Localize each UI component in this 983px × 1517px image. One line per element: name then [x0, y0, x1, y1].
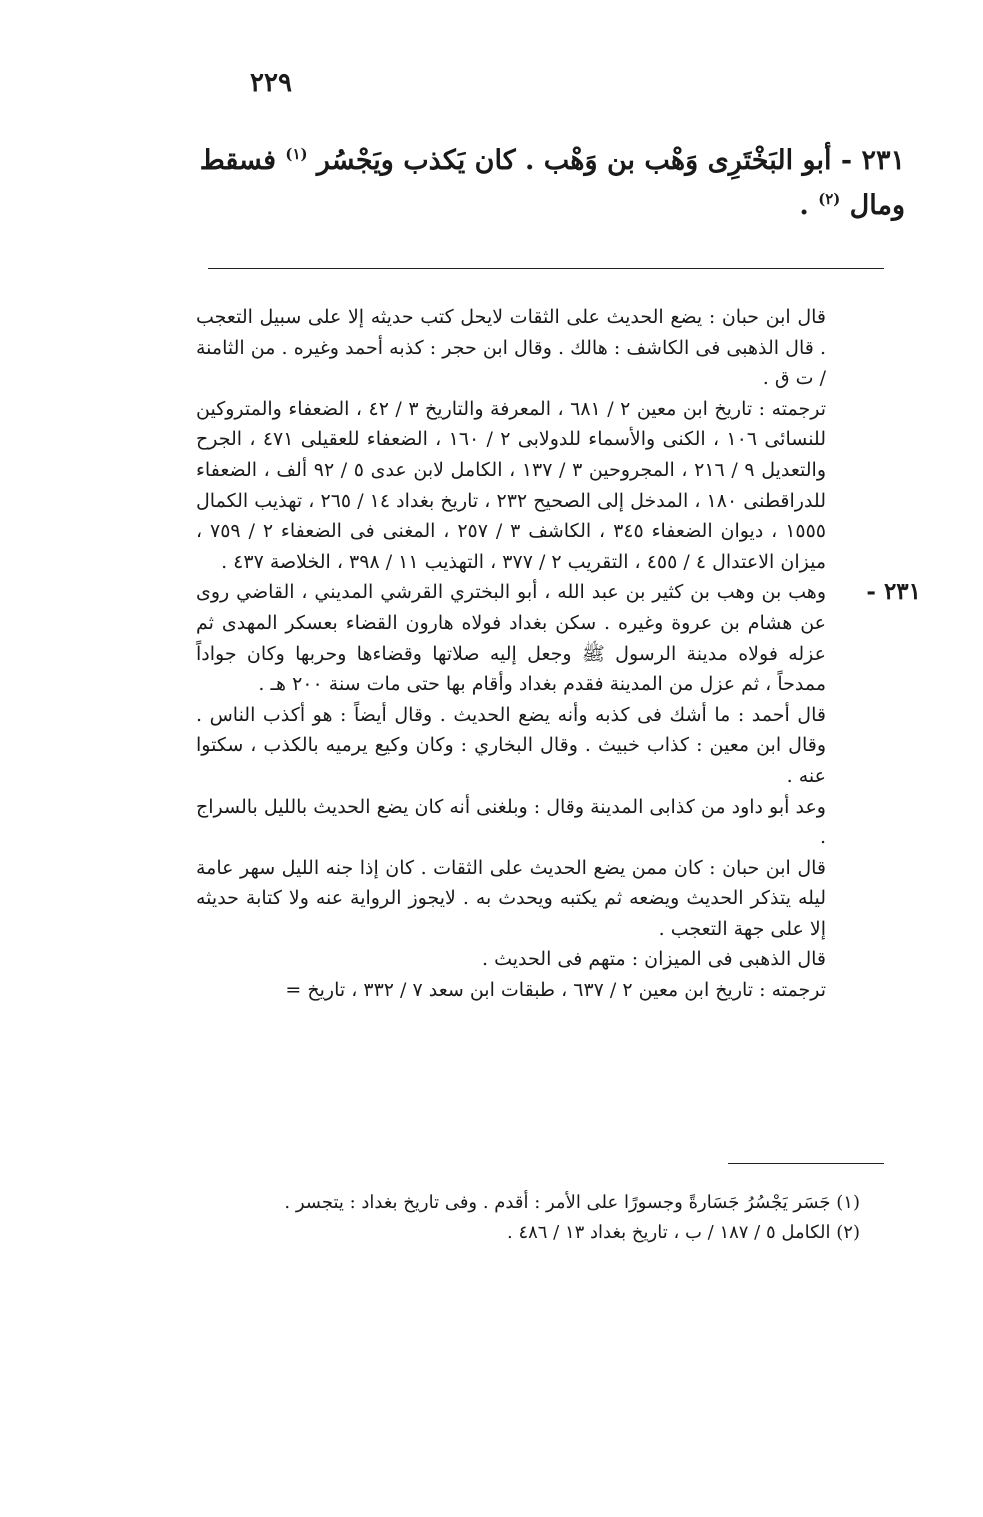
note-paragraph: ترجمته : تاريخ ابن معين ٢ / ٦٣٧ ، طبقات ابن سعد ٧ / ٣٣٢ ، تاريخ =: [285, 979, 826, 1002]
notes-section: [196, 302, 921, 1006]
footnote-2: (٢) الكامل ٥ / ١٨٧ / ب ، تاريخ بغداد ١٣ / ٤٨٦ .: [506, 1222, 860, 1243]
entry-text-end: .: [799, 190, 809, 221]
main-divider: [208, 268, 884, 269]
entry-text-part-2: فسقط ومال: [199, 145, 905, 221]
note-paragraph: قال أحمد : ما أشك فى كذبه وأنه يضع الحديث . وقال أيضاً : هو أكذب الناس . وقال ابن معين : كذاب خبيث . وقال البخاري : وكان وكيع يرميه بالكذب ، سكتوا عنه .: [196, 703, 826, 787]
footnote-divider: [728, 1163, 884, 1164]
note-paragraph: قال ابن حبان : يضع الحديث على الثقات لايحل كتب حديثه إلا على سبيل التعجب . قال الذهبى فى الكاشف : هالك . وقال ابن حجر : كذبه أحمد وغيره . من الثامنة / ت ق .: [196, 306, 826, 390]
entry-note-marker: ٢٣١ -: [866, 578, 921, 606]
footnote-ref-1[interactable]: (١): [285, 145, 308, 163]
note-paragraph: وعد أبو داود من كذابى المدينة وقال : وبلغنى أنه كان يضع الحديث بالليل بالسراج .: [196, 795, 826, 849]
note-paragraph: وهب بن وهب بن كثير بن عبد الله ، أبو البختري القرشي المديني ، القاضي روى عن هشام بن عروة وغيره . سكن بغداد فولاه هارون القضاء بعسكر المهدى ثم عزله فولاه مدينة الرسول ﷺ وجعل إليه صلاتها وقضاءها وحربها وكان جواداً ممدحاً ، ثم عزل من المدينة فقدم بغداد وأقام بها حتى مات سنة ٢٠٠ هـ .: [196, 581, 826, 696]
note-paragraph: قال ابن حبان : كان ممن يضع الحديث على الثقات . كان إذا جنه الليل سهر عامة ليله يتذكر الحديث ويضعه ثم يكتبه ويحدث به . لايجوز الرواية عنه ولا كتابة حديثه إلا على جهة التعجب .: [196, 856, 826, 940]
entry-number: ٢٣١ -: [840, 145, 905, 176]
main-entry: [180, 138, 905, 228]
footnote-ref-2[interactable]: (٢): [818, 190, 841, 208]
page-number: ٢٢٩: [250, 68, 292, 98]
entry-text-part-1: أبو البَخْتَرِى وَهْب بن وَهْب . كان يَكذب ويَجْسُر: [316, 145, 832, 176]
footnote-1: (١) جَسَر يَجْسُرُ جَسَارةً وجسورًا على الأمر : أقدم . وفى تاريخ بغداد : يتجسر .: [284, 1192, 860, 1213]
note-paragraph: ترجمته : تاريخ ابن معين ٢ / ٦٨١ ، المعرفة والتاريخ ٣ / ٤٢ ، الضعفاء والمتروكين للنسائى ١٠٦ ، الكنى والأسماء للدولابى ٢ / ١٦٠ ، الضعفاء للعقيلى ٤٧١ ، الجرح والتعديل ٩ / ٢١٦ ، المجروحين ٣ / ١٣٧ ، الكامل لابن عدى ٥ / ٩٢ ألف ، الضعفاء للدراقطنى ١٨٠ ، المدخل إلى الصحيح ٢٣٢ ، تاريخ بغداد ١٤ / ٢٦٥ ، تهذيب الكمال ١٥٥٥ ، ديوان الضعفاء ٣٤٥ ، الكاشف ٣ / ٢٥٧ ، المغنى فى الضعفاء ٢ / ٧٥٩ ، ميزان الاعتدال ٤ / ٤٥٥ ، التقريب ٢ / ٣٧٧ ، التهذيب ١١ / ٣٩٨ ، الخلاصة ٤٣٧ .: [196, 397, 827, 573]
note-paragraph: قال الذهبى فى الميزان : متهم فى الحديث .: [482, 948, 826, 971]
entry-note-block: [196, 577, 921, 699]
footnotes: [230, 1188, 860, 1248]
